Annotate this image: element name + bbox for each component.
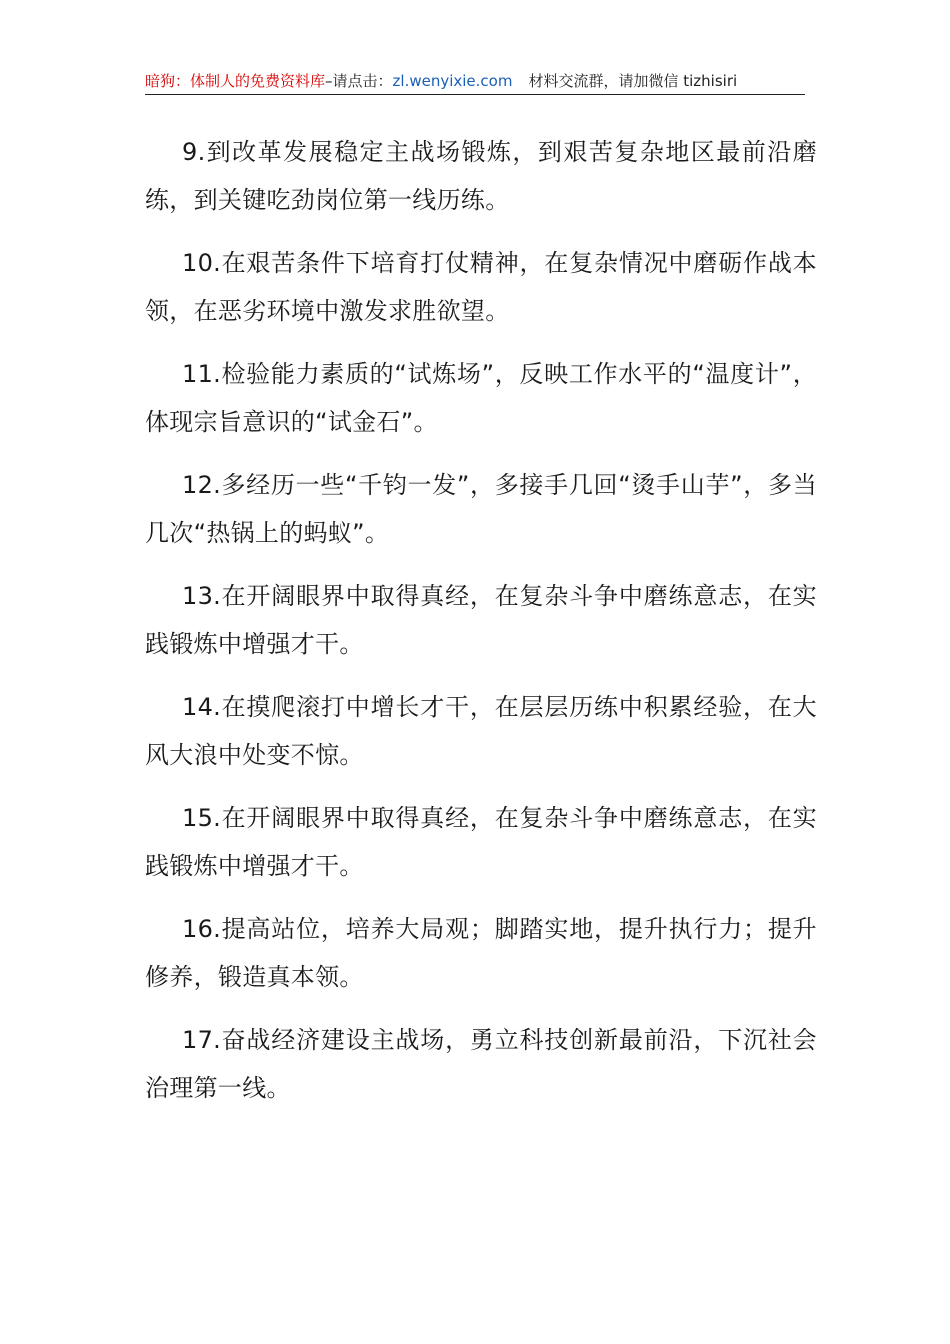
paragraph-13: 13.在开阔眼界中取得真经，在复杂斗争中磨练意志，在实践锻炼中增强才干。	[145, 582, 817, 658]
document-body	[145, 128, 817, 1127]
paragraph-12: 12.多经历一些“千钧一发”，多接手几回“烫手山芋”，多当几次“热锅上的蚂蚁”。	[145, 471, 817, 547]
paragraph-15: 15.在开阔眼界中取得真经，在复杂斗争中磨练意志，在实践锻炼中增强才干。	[145, 804, 817, 880]
header-group-info: 材料交流群，请加微信 tizhisiri	[528, 72, 738, 90]
page-header	[145, 68, 805, 95]
paragraph-10: 10.在艰苦条件下培育打仗精神，在复杂情况中磨砺作战本领，在恶劣环境中激发求胜欲望。	[145, 249, 817, 325]
paragraph-14: 14.在摸爬滚打中增长才干，在层层历练中积累经验，在大风大浪中处变不惊。	[145, 693, 817, 769]
paragraph-9: 9.到改革发展稳定主战场锻炼，到艰苦复杂地区最前沿磨练，到关键吃劲岗位第一线历练。	[145, 138, 817, 214]
paragraph-17: 17.奋战经济建设主战场，勇立科技创新最前沿，下沉社会治理第一线。	[145, 1026, 817, 1102]
paragraph-16: 16.提高站位，培养大局观；脚踏实地，提升执行力；提升修养，锻造真本领。	[145, 915, 817, 991]
header-url-link[interactable]: zl.wenyixie.com	[392, 72, 513, 90]
header-brand: 暗狗：体制人的免费资料库	[145, 72, 326, 90]
paragraph-11: 11.检验能力素质的“试炼场”，反映工作水平的“温度计”，体现宗旨意识的“试金石”。	[145, 360, 817, 436]
header-cta: –请点击：	[325, 72, 393, 90]
